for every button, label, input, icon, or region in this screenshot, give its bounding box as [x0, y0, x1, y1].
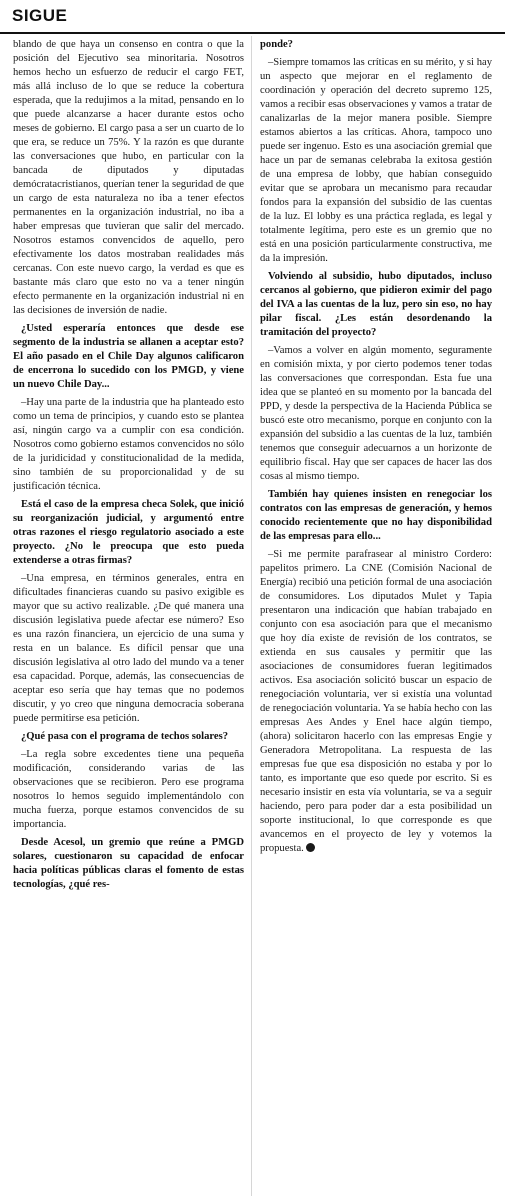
question-text: ¿Usted esperaría entonces que desde ese segmento de la industria se allanen a aceptar esto? El año pasado en el Chile Day algunos calificaron de encerrona lo sucedido con los PMGD, y viene un nuevo Chile Day...: [13, 323, 244, 390]
answer-text: –Si me permite parafrasear al ministro Cordero: papelitos primero. La CNE (Comisión Nacional de Energía) recibió una petición formal de una asociación de consumidores. Los diputados Mulet y Tapia presentaron una indicación que habían trabajado en conjunto con esa asociación para que el mecanismo que hoy día existe de revisión de los contratos, se extienda en sus causales y permitir que las asociaciones de consumidores fueran legitimados activos. Esa asociación solicitó buscar un espacio de renegociación voluntaria, ver si existía una voluntad de renegociación voluntaria. Ya se había hecho con las empresas Aes Andes y Enel hace algún tiempo, (ahora) solicitaron hacerlo con las empresas Engie y Generadora Metropolitana. La respuesta de las empresas fue que esa disposición no estaba y por lo tanto, es importante que eso quede por escrito. Si es necesario insistir en esta vía voluntaria, se va a seguir haciendo, pero para poder dar a esta posibilidad un soporte institucional, lo que corresponde es que avancemos en el proyecto de ley y votemos la propuesta.: [260, 549, 492, 854]
interview-question: [260, 270, 492, 340]
answer-text: –Vamos a volver en algún momento, seguramente en comisión mixta, y por cierto podemos tener todas las conversaciones que correspondan. Esta fue una idea que se planteó en su momento por la bancada del PPD, y desde la perspectiva de la Hacienda Pública se buscó este otro mecanismo, porque en conjunto con la expansión del subsidio a las cuentas de la luz, también tenemos que conseguir adecuarnos a un horizonte de equilibrio fiscal. Hay que ser capaces de hacer las dos cosas al mismo tiempo.: [260, 345, 492, 482]
interview-answer: [13, 748, 244, 832]
section-header: [0, 0, 505, 34]
interview-answer: [260, 344, 492, 484]
interview-question: [260, 38, 492, 52]
question-text: Está el caso de la empresa checa Solek, que inició su reorganización judicial, y argumentó entre otras razones el riesgo regulatorio asociado a este proyecto. ¿No le preocupa que esto pueda extenderse a otras firmas?: [13, 499, 244, 566]
answer-text: –Hay una parte de la industria que ha planteado esto como un tema de principios, y cuando esto se plantea así, ningún cargo va a cumplir con esa condición. Nosotros como gobierno estamos convencidos no sólo de la juridicidad y constitucionalidad de la medida, sino también de su proporcionalidad y de su justificación técnica.: [13, 397, 244, 492]
interview-question: [13, 322, 244, 392]
end-of-article-icon: [306, 843, 315, 852]
interview-answer: [260, 548, 492, 856]
interview-question: [13, 836, 244, 892]
interview-question: [13, 730, 244, 744]
article-column-right: [260, 38, 492, 1196]
answer-text: blando de que haya un consenso en contra o que la posición del Ejecutivo sea minoritaria. Nosotros hemos hecho un esfuerzo de reducir el cargo FET, más allá incluso de lo que se reduce la cobertura esperada, que la redujimos a la mitad, pensando en lo que puede alcanzarse a hacer durante estos ocho meses de gobierno. El cargo pasa a ser un cuarto de lo que era, se reduce un 75%. Y la razón es que durante las conversaciones que hubo, en particular con la bancada de diputados y diputadas demócratacristianos, querían tener la seguridad de que un cargo de esta naturaleza no iba a tener efectos permanentes en la organización industrial, no iba a haber empresas que tuvieran que salir del mercado. Nosotros estamos convencidos de aquello, pero efectivamente los datos mostraban realidades más cercanas. Con este nuevo cargo, la verdad es que es bastante más claro que esto no va a tener ningún efecto permanente en la organización industrial ni en las decisiones de inversión de nadie.: [13, 39, 244, 316]
question-text: También hay quienes insisten en renegociar los contratos con las empresas de generación, y hemos conocido recientemente que no hay disponibilidad de las empresas para ello...: [260, 489, 492, 542]
header-rule: [0, 32, 505, 34]
interview-question: [260, 488, 492, 544]
interview-answer: [13, 38, 244, 318]
answer-text: –Siempre tomamos las críticas en su mérito, y si hay un aspecto que mejorar en el reglamento de coordinación y operación del decreto supremo 125, vamos a recibir esas observaciones y vamos a tratar de canalizarlas de la mejor manera posible. Siempre estamos abiertos a las críticas. Ahora, tampoco uno puede ser ingenuo. Esto es una asociación gremial que hace un par de semanas celebraba la exitosa gestión de una empresa de lobby, que habían conseguido evitar que se aprobara un mecanismo para recaudar fondos para la expansión del subsidio de las cuentas de la luz. El lobby es una práctica reglada, es legal y totalmente legítima, pero este es un gremio que no está en una posición particularmente constructiva, me da la impresión.: [260, 57, 492, 264]
column-divider: [251, 36, 252, 1196]
answer-text: –La regla sobre excedentes tiene una pequeña modificación, considerando varias de las observaciones que se recibieron. Pero ese programa nosotros lo hemos seguido implementándolo con mucha fuerza, porque estamos convencidos de su importancia.: [13, 749, 244, 830]
question-text: Desde Acesol, un gremio que reúne a PMGD solares, cuestionaron su capacidad de enfocar hacia políticas públicas claras el fomento de estas tecnologías, ¿qué res-: [13, 837, 244, 890]
question-text: ponde?: [260, 39, 293, 50]
question-text: Volviendo al subsidio, hubo diputados, incluso cercanos al gobierno, que pidieron eximir del pago del IVA a las cuentas de la luz, pero sin eso, no hay pilar fiscal. ¿Les están desordenando la tramitación del proyecto?: [260, 271, 492, 338]
interview-question: [13, 498, 244, 568]
article-column-left: [13, 38, 244, 1196]
interview-answer: [13, 572, 244, 726]
answer-text: –Una empresa, en términos generales, entra en dificultades financieras cuando su pasivo exigible es mayor que su activo realizable. ¿De qué manera una discusión legislativa puede afectar ese número? Eso es una razón financiera, un ejercicio de una suma y resta en un balance. Es difícil pensar que una discusión legislativa al otro lado del mundo va a tener esa capacidad. Porque, además, las consecuencias de aceptar eso sería que hay temas que no podemos discutir, y yo creo que ninguna democracia soberana puede permitirse esa petición.: [13, 573, 244, 724]
question-text: ¿Qué pasa con el programa de techos solares?: [21, 731, 229, 742]
interview-answer: [13, 396, 244, 494]
section-label: SIGUE: [12, 6, 68, 25]
interview-answer: [260, 56, 492, 266]
